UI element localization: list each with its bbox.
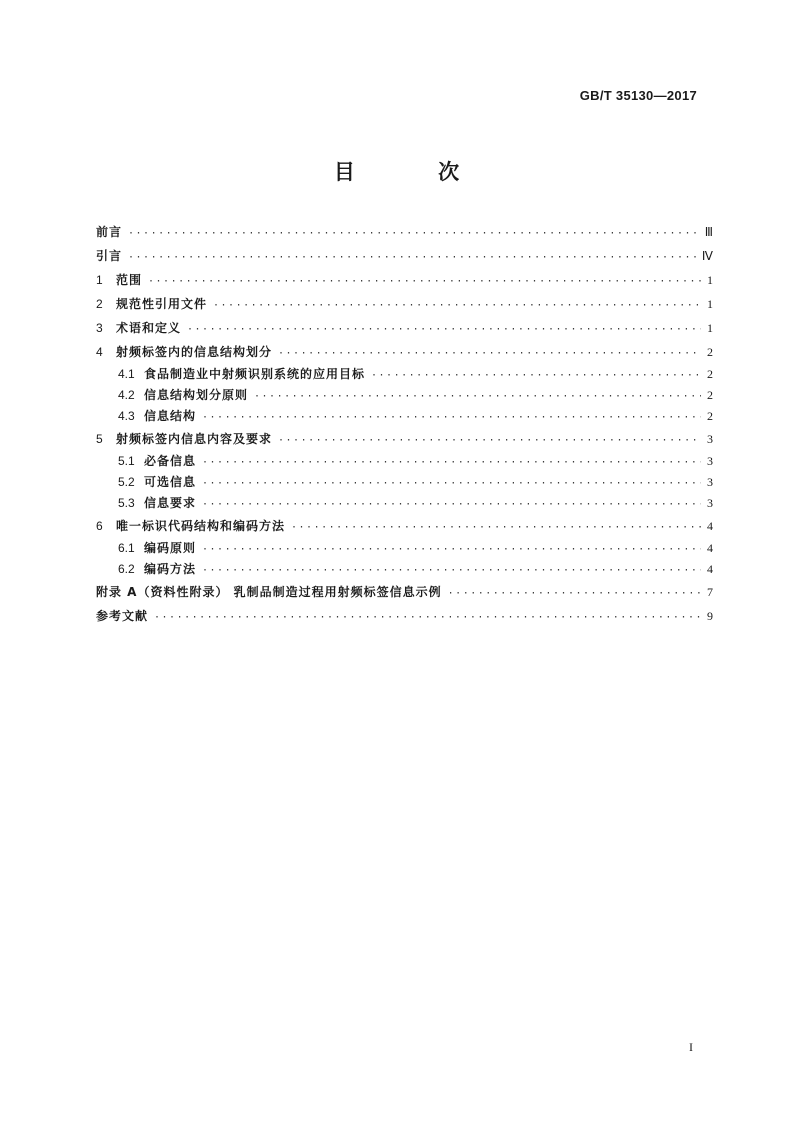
toc-entry-page: 1 [707,321,713,335]
toc-entry-label: 规范性引用文件 [116,297,208,311]
toc-entry-number: 4.3 [118,409,135,423]
toc-entry[interactable] [96,451,713,472]
toc-entry-label: 附录 A（资料性附录） 乳制品制造过程用射频标签信息示例 [96,585,442,599]
toc-entry-page: Ⅳ [701,249,713,263]
toc-entry[interactable] [96,604,713,628]
toc-leader-dots [254,386,701,407]
toc-entry-label: 编码原则 [144,541,197,555]
toc-entry-label: 术语和定义 [116,321,182,335]
toc-entry[interactable] [96,385,713,406]
toc-leader-dots [213,294,701,318]
toc-entry-label: 信息要求 [144,496,197,510]
toc-entry-label: 信息结构 [144,409,197,423]
toc-entry-number: 1 [96,273,103,287]
toc-entry-page: 3 [707,475,713,489]
toc-entry-page: 9 [707,609,713,623]
toc-entry-number: 6.2 [118,562,135,576]
toc-entry[interactable] [96,316,713,340]
toc-entry-label: 必备信息 [144,454,197,468]
toc-entry-label: 食品制造业中射频识别系统的应用目标 [144,367,366,381]
toc-leader-dots [202,560,701,581]
toc-entry-label: 唯一标识代码结构和编码方法 [116,519,286,533]
toc-leader-dots [202,452,701,473]
toc-entry[interactable] [96,427,713,451]
toc-entry-page: 2 [707,388,713,402]
toc-entry-page: 1 [707,297,713,311]
toc-entry[interactable] [96,472,713,493]
toc-leader-dots [202,494,701,515]
toc-entry-page: 4 [707,562,713,576]
toc-entry[interactable] [96,559,713,580]
toc-entry[interactable] [96,292,713,316]
toc-entry[interactable] [96,244,713,268]
toc-entry-label: 射频标签内信息内容及要求 [116,432,273,446]
toc-entry-page: 3 [707,496,713,510]
toc-entry-number: 4.2 [118,388,135,402]
toc-entry[interactable] [96,538,713,559]
toc-entry-page: 1 [707,273,713,287]
toc-entry[interactable] [96,493,713,514]
toc-leader-dots [202,539,701,560]
toc-entry-page: 2 [707,345,713,359]
toc-entry[interactable] [96,220,713,244]
toc-entry[interactable] [96,514,713,538]
toc-entry-page: 3 [707,432,713,446]
page-number: I [689,1040,693,1054]
toc-entry-label: 范围 [116,273,143,287]
toc-entry-number: 6 [96,519,103,533]
toc-leader-dots [371,365,701,386]
toc-leader-dots [148,270,701,294]
toc-entry-label: 前言 [96,225,123,239]
toc-leader-dots [187,318,701,342]
toc-leader-dots [448,582,701,606]
toc-leader-dots [154,606,701,630]
toc-entry-page: 7 [707,585,713,599]
toc-entry[interactable] [96,364,713,385]
toc-entry-number: 5.1 [118,454,135,468]
toc-entry-label: 可选信息 [144,475,197,489]
toc-entry-page: 4 [707,519,713,533]
toc-entry-number: 3 [96,321,103,335]
toc-entry-number: 5.2 [118,475,135,489]
toc-leader-dots [202,407,701,428]
toc-leader-dots [278,342,701,366]
toc-entry-number: 6.1 [118,541,135,555]
toc-leader-dots [128,222,701,246]
toc-leader-dots [128,246,698,270]
toc-entry-number: 5.3 [118,496,135,510]
toc-entry-page: 4 [707,541,713,555]
toc-entry-number: 4 [96,345,103,359]
toc-entry-number: 4.1 [118,367,135,381]
toc-leader-dots [291,516,701,540]
toc-entry-page: Ⅲ [704,225,713,239]
toc-leader-dots [278,429,701,453]
toc-entry-page: 3 [707,454,713,468]
toc-entry-label: 信息结构划分原则 [144,388,249,402]
toc-entry-label: 编码方法 [144,562,197,576]
toc-entry-page: 2 [707,409,713,423]
toc-entry[interactable] [96,268,713,292]
toc-entry[interactable] [96,340,713,364]
toc-entry-number: 5 [96,432,103,446]
toc-entry-label: 引言 [96,249,123,263]
toc-entry-label: 参考文献 [96,609,149,623]
table-of-contents [96,220,713,628]
toc-entry[interactable] [96,406,713,427]
toc-entry[interactable] [96,580,713,604]
toc-entry-page: 2 [707,367,713,381]
toc-leader-dots [202,473,701,494]
page-title: 目 次 [333,160,498,184]
toc-entry-label: 射频标签内的信息结构划分 [116,345,273,359]
toc-entry-number: 2 [96,297,103,311]
standard-code: GB/T 35130—2017 [579,88,697,103]
